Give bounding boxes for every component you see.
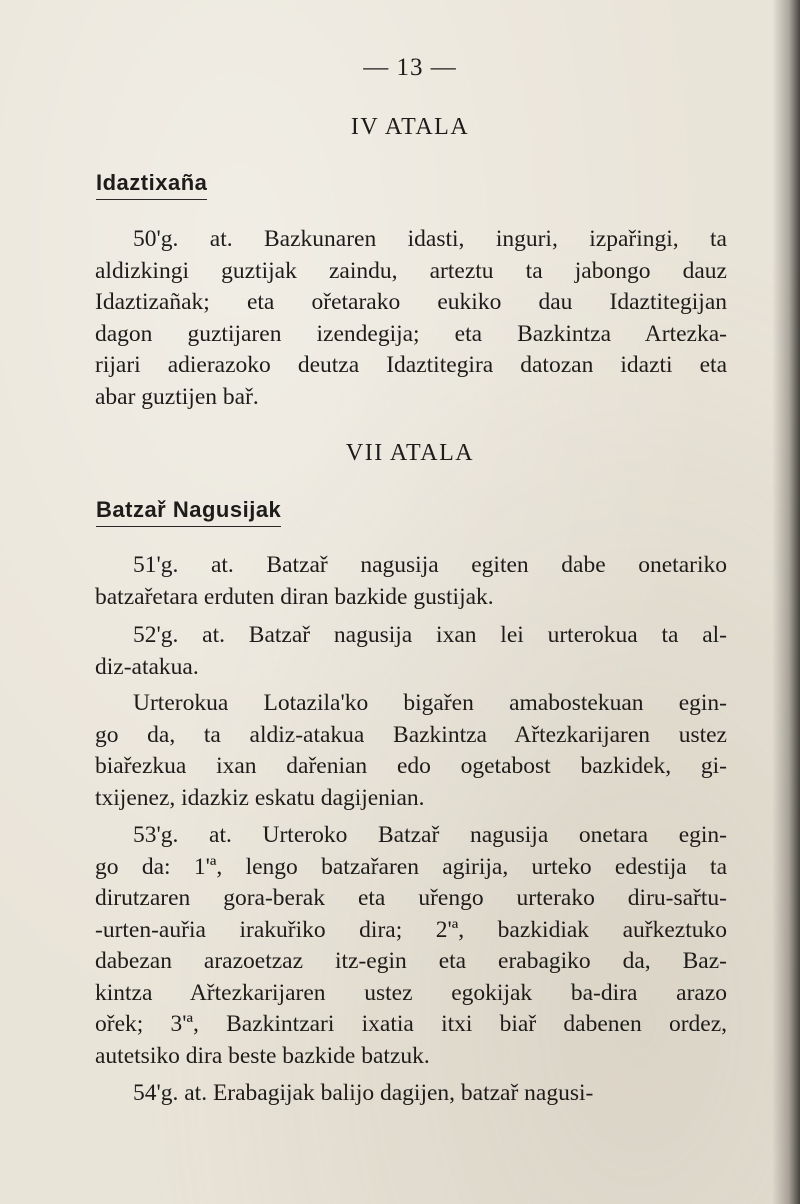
text-line: -urten-auřia irakuřiko dira; 2'ª, bazkidiak auřkeztuko <box>95 916 727 943</box>
paragraph-article-53 <box>95 820 727 1072</box>
section-title-iv: IV ATALA <box>350 114 470 140</box>
text-line: autetsiko dira beste bazkide batzuk. <box>95 1042 430 1069</box>
text-line: aldizkingi guztijak zaindu, arteztu ta jabongo dauz <box>95 257 727 284</box>
text-line: 51'g. at. Batzař nagusija egiten dabe onetariko <box>133 552 727 578</box>
text-line: go da: 1'ª, lengo batzařaren agirija, urteko edestija ta <box>95 853 727 880</box>
text-line: diz-atakua. <box>95 653 199 680</box>
paragraph-urterokua <box>95 688 727 814</box>
page-number: — 13 — <box>363 54 457 81</box>
text-line: dagon guztijaren izendegija; eta Bazkintza Artezka- <box>95 320 727 347</box>
text-line: rijari adierazoko deutza Idaztitegira datozan idazti eta <box>95 352 727 378</box>
heading-idaztixana: Idaztixaña <box>96 170 207 200</box>
paragraph-article-54 <box>95 1078 727 1110</box>
text-line: Urterokua Lotazila'ko bigařen amabostekuan egin- <box>133 690 727 716</box>
heading-batzar-nagusijak: Batzař Nagusijak <box>96 497 281 527</box>
text-line: dirutzaren gora-berak eta uřengo urterako diru-sařtu- <box>95 885 727 911</box>
paragraph-article-50 <box>95 224 727 413</box>
text-line: dabezan arazoetzaz itz-egin eta erabagiko da, Baz- <box>95 948 727 974</box>
text-line: 50'g. at. Bazkunaren idasti, inguri, izpařingi, ta <box>133 226 727 252</box>
paragraph-article-51 <box>95 550 727 613</box>
text-line: kintza Ařtezkarijaren ustez egokijak ba-dira arazo <box>95 979 727 1006</box>
text-line: 52'g. at. Batzař nagusija ixan lei urterokua ta al- <box>133 622 727 648</box>
page-edge-shadow <box>772 0 800 1204</box>
text-line: ořek; 3'ª, Bazkintzari ixatia itxi biař dabenen ordez, <box>95 1011 727 1037</box>
text-line: biařezkua ixan dařenian edo ogetabost bazkidek, gi- <box>95 753 727 779</box>
text-line: go da, ta aldiz-atakua Bazkintza Ařtezkarijaren ustez <box>95 721 727 748</box>
text-line: abar guztijen bař. <box>95 383 259 410</box>
paragraph-article-52 <box>95 620 727 683</box>
text-line: batzařetara erduten diran bazkide gustijak. <box>95 583 494 610</box>
text-line: txijenez, idazkiz eskatu dagijenian. <box>95 784 425 811</box>
text-line: 54'g. at. Erabagijak balijo dagijen, batzař nagusi- <box>133 1080 594 1106</box>
text-line: Idaztizañak; eta ořetarako eukiko dau Idaztitegijan <box>95 289 727 315</box>
section-title-vii: VII ATALA <box>345 440 475 466</box>
text-line: 53'g. at. Urteroko Batzař nagusija onetara egin- <box>133 822 727 848</box>
